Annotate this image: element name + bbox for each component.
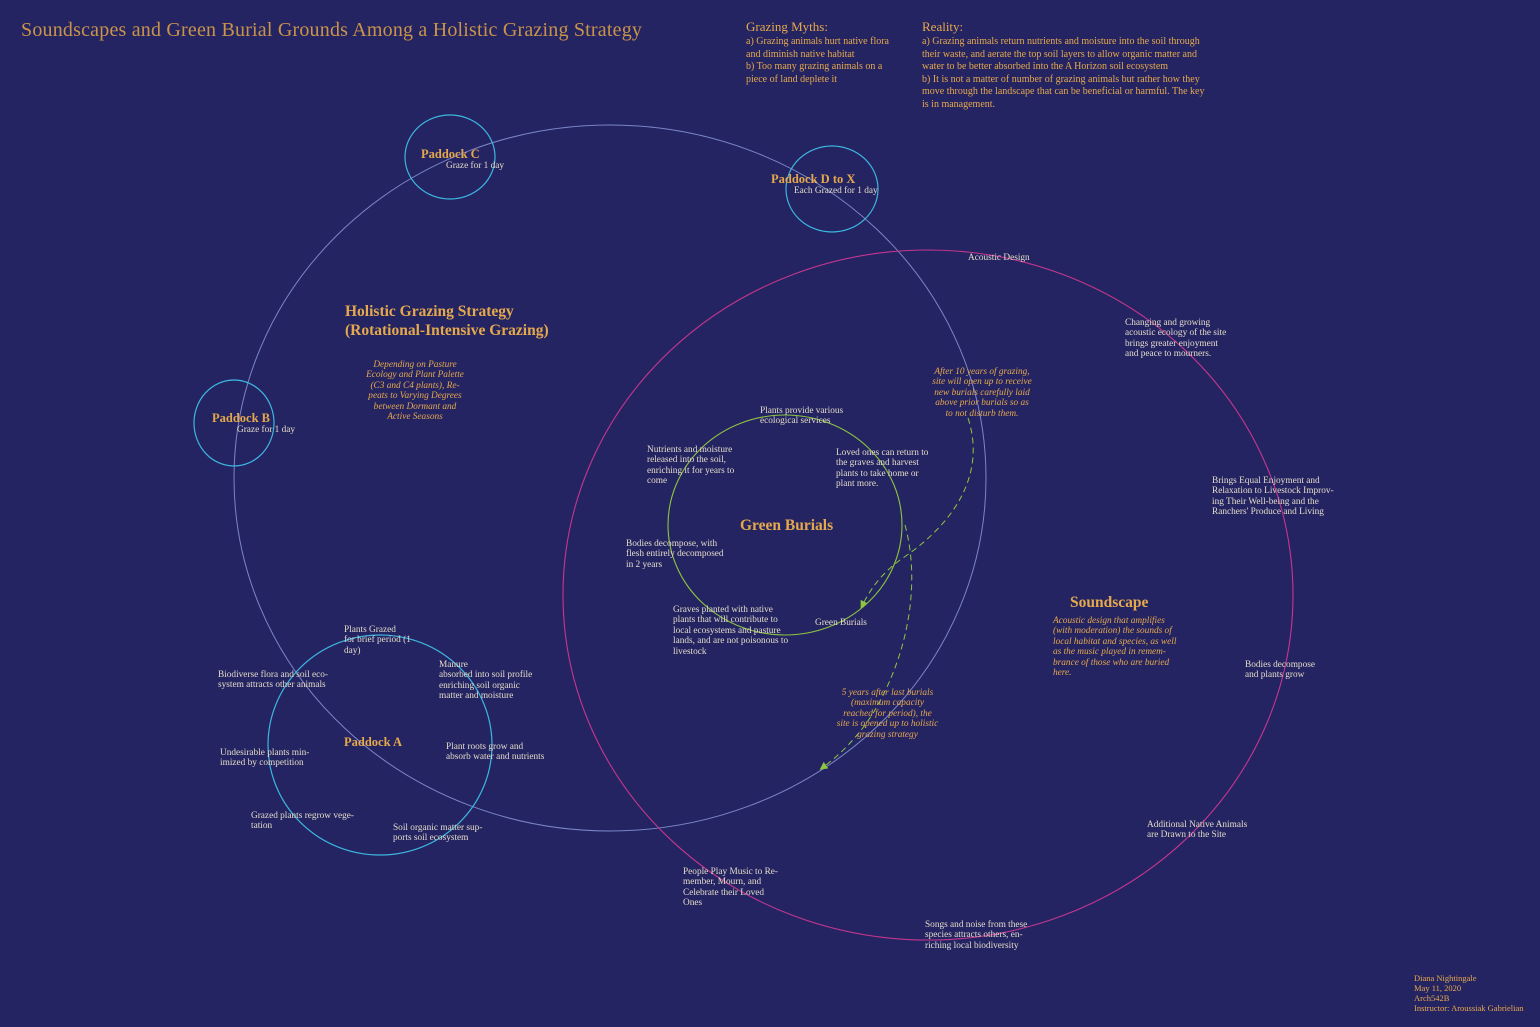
note-manure: Manure absorbed into soil profile enriching soil organic matter and moisture: [439, 660, 533, 702]
myths-heading: Grazing Myths:: [746, 19, 828, 34]
note-regrow: Grazed plants regrow vege- tation: [251, 811, 354, 832]
note-loved-ones: Loved ones can return to the graves and harvest plants to take home or plant more.: [836, 448, 929, 490]
paddock-c-note: Graze for 1 day: [446, 161, 505, 171]
reality-text: a) Grazing animals return nutrients and moisture into the soil through their waste, and aerate the top soil layers to allow organic matter and water to be better absorbed into the A Horizon soil ecosystem b) It is not a matter of number of grazing animals but rather how they move through the landscape that can be beneficial or harmful. The key is in management.: [922, 36, 1205, 110]
transition-arrow-to-burials: [862, 418, 973, 606]
note-changing-acoustic: Changing and growing acoustic ecology of the site brings greater enjoyment and peace to mourners.: [1125, 318, 1227, 360]
note-songs-noise: Songs and noise from these species attracts others, en- riching local biodiversity: [925, 920, 1028, 951]
page-title: Soundscapes and Green Burial Grounds Among a Holistic Grazing Strategy: [21, 19, 643, 41]
green-burials-heading: Green Burials: [740, 517, 834, 534]
paddock-a-label: Paddock A: [344, 735, 403, 749]
paddock-d-note: Each Grazed for 1 day: [794, 186, 878, 196]
note-bodies-plants-grow: Bodies decompose and plants grow: [1245, 660, 1315, 681]
note-people-play-music: People Play Music to Re- member, Mourn, and Celebrate their Loved Ones: [683, 867, 779, 909]
paddock-b-note: Graze for 1 day: [237, 425, 296, 435]
soundscape-heading: Soundscape: [1070, 594, 1149, 611]
note-after-5-years: 5 years after last burials (maximum capacity reached for period), the site is opened up to holistic grazing strategy: [836, 688, 939, 740]
note-undesirable: Undesirable plants min- imized by competition: [220, 748, 310, 769]
note-additional-animals: Additional Native Animals are Drawn to the Site: [1147, 820, 1248, 841]
note-plant-roots: Plant roots grow and absorb water and nutrients: [446, 742, 545, 763]
grazing-heading: Holistic Grazing Strategy (Rotational-Intensive Grazing): [345, 303, 549, 339]
note-plants-grazed: Plants Grazed for brief period (1 day): [344, 625, 411, 656]
note-bodies-decompose: Bodies decompose, with flesh entirely decomposed in 2 years: [626, 539, 724, 570]
note-after-10-years: After 10 years of grazing, site will open up to receive new burials carefully laid above prior burials so as to not disturb them.: [932, 367, 1032, 419]
note-graves-planted: Graves planted with native plants that will contribute to local ecosystems and pasture lands, and are not poisonous to livestock: [673, 605, 789, 657]
note-biodiverse: Biodiverse flora and soil eco- system attracts other animals: [218, 670, 328, 691]
grazing-note: Depending on Pasture Ecology and Plant Palette (C3 and C4 plants), Re- peats to Varying Degrees between Dormant and Active Seasons: [366, 360, 464, 423]
note-brings-equal: Brings Equal Enjoyment and Relaxation to Livestock Improv- ing Their Well-being and the Ranchers' Produce and Living: [1212, 476, 1334, 518]
soundscape-note: Acoustic design that amplifies (with moderation) the sounds of local habitat and species, as well as the music played in remem- brance of those who are buried here.: [1053, 616, 1177, 679]
note-nutrients: Nutrients and moisture released into the soil, enriching it for years to come: [647, 445, 735, 487]
note-acoustic-design: Acoustic Design: [968, 253, 1030, 263]
paddock-c-label: Paddock C: [421, 147, 480, 161]
note-soil-matter: Soil organic matter sup- ports soil ecosystem: [393, 823, 483, 844]
paddock-b-label: Paddock B: [212, 411, 271, 425]
green-burials-small-label: Green Burials: [815, 618, 867, 628]
credits: Diana Nightingale May 11, 2020 Arch542B Instructor: Aroussiak Gabrielian: [1414, 973, 1524, 1013]
note-plants-provide: Plants provide various ecological services: [760, 406, 844, 427]
myths-text: a) Grazing animals hurt native flora and diminish native habitat b) Too many grazing animals on a piece of land deplete it: [746, 36, 889, 85]
reality-heading: Reality:: [922, 19, 964, 34]
paddock-d-label: Paddock D to X: [771, 172, 856, 186]
